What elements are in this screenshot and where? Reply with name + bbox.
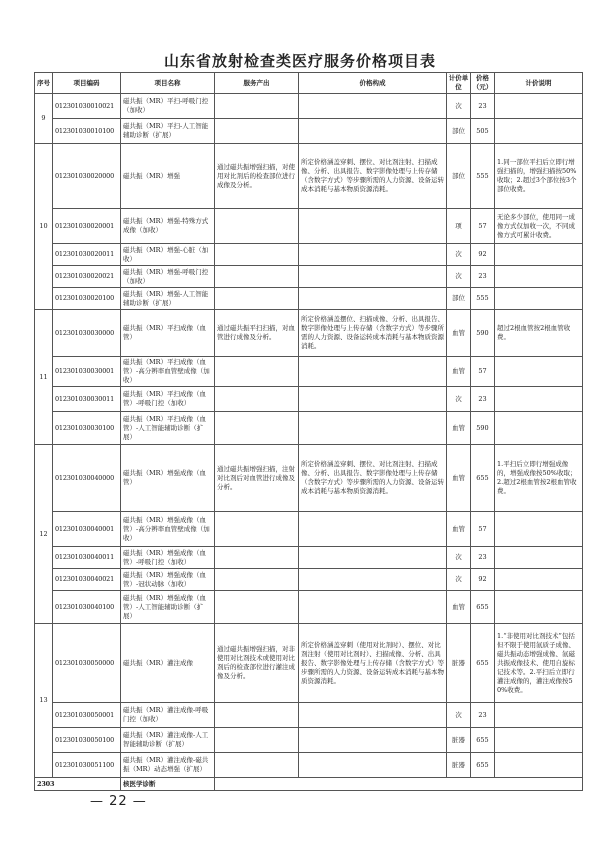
composition-cell: [299, 412, 447, 445]
unit-cell: 次: [447, 94, 471, 119]
price-cell: 655: [471, 591, 495, 624]
code-cell: 012301030040100: [53, 591, 121, 624]
name-cell: 磁共振（MR）增强成像（血管）-人工智能辅助诊断（扩展）: [121, 591, 215, 624]
price-cell: 23: [471, 703, 495, 728]
price-cell: 655: [471, 753, 495, 778]
name-cell: 磁共振（MR）平扫成像（血管）-呼吸门控（加收）: [121, 387, 215, 412]
note-cell: [495, 569, 583, 591]
page-title: 山东省放射检查类医疗服务价格项目表: [163, 52, 436, 70]
name-cell: 磁共振（MR）平扫成像（血管）-人工智能辅助诊断（扩展）: [121, 412, 215, 445]
note-cell: [495, 94, 583, 119]
unit-cell: 次: [447, 569, 471, 591]
note-cell: [495, 244, 583, 266]
code-cell: 012301030030000: [53, 310, 121, 357]
note-cell: 1.平扫后立即行增强成像的，增强成像按50%收取；2.超过2根血管按2根血管收费。: [495, 445, 583, 512]
header-unit: 计价单位: [447, 73, 471, 94]
table-row: [35, 244, 583, 266]
table-row: [35, 703, 583, 728]
price-cell: 23: [471, 387, 495, 412]
name-cell: 磁共振（MR）平扫成像（血管）: [121, 310, 215, 357]
table-row: [35, 387, 583, 412]
code-cell: 012301030020100: [53, 288, 121, 310]
composition-cell: [299, 288, 447, 310]
table-row: [35, 412, 583, 445]
composition-cell: [299, 569, 447, 591]
composition-cell: [299, 357, 447, 387]
seq-cell: 13: [35, 624, 53, 778]
code-cell: 012301030030001: [53, 357, 121, 387]
price-cell: 555: [471, 288, 495, 310]
output-cell: [215, 209, 299, 244]
composition-cell: [299, 591, 447, 624]
code-cell: 012301030020000: [53, 144, 121, 209]
unit-cell: 脏器: [447, 728, 471, 753]
header-seq: 序号: [35, 73, 53, 94]
composition-cell: [299, 94, 447, 119]
seq-cell: 9: [35, 94, 53, 144]
unit-cell: 脏器: [447, 624, 471, 703]
name-cell: 磁共振（MR）增强成像（血管）-冠状动脉（加收）: [121, 569, 215, 591]
unit-cell: 血管: [447, 591, 471, 624]
price-cell: 590: [471, 412, 495, 445]
code-cell: 012301030040021: [53, 569, 121, 591]
price-cell: 23: [471, 266, 495, 288]
note-cell: [495, 266, 583, 288]
price-cell: 655: [471, 728, 495, 753]
header-composition: 价格构成: [299, 73, 447, 94]
output-cell: 通过磁共振增强扫描，对使用对比剂后的检查部位进行成像及分析。: [215, 144, 299, 209]
code-cell: 012301030010021: [53, 94, 121, 119]
code-cell: 012301030050000: [53, 624, 121, 703]
output-cell: [215, 288, 299, 310]
table-row: [35, 266, 583, 288]
composition-cell: [299, 244, 447, 266]
code-cell: 012301030020021: [53, 266, 121, 288]
unit-cell: 血管: [447, 445, 471, 512]
table-row: [35, 144, 583, 209]
composition-cell: [299, 753, 447, 778]
header-note: 计价说明: [495, 73, 583, 94]
output-cell: [215, 266, 299, 288]
price-table: [34, 72, 583, 791]
note-cell: 1.“非使用对比剂技术”包括但不限于使用氙质子成像、磁共振动态增强成像、氙磁共振成像技术、使用自旋标记技术等。2.平扫后立即行灌注成像的，灌注成像按50%收费。: [495, 624, 583, 703]
name-cell: 磁共振（MR）增强-心脏（加收）: [121, 244, 215, 266]
unit-cell: 部位: [447, 144, 471, 209]
output-cell: [215, 412, 299, 445]
seq-cell: 11: [35, 310, 53, 445]
header-code: 项目编码: [53, 73, 121, 94]
composition-cell: [299, 119, 447, 144]
name-cell: 磁共振（MR）灌注成像-呼吸门控（加收）: [121, 703, 215, 728]
composition-cell: [299, 266, 447, 288]
code-cell: 012301030030100: [53, 412, 121, 445]
composition-cell: [299, 703, 447, 728]
note-cell: [495, 512, 583, 547]
table-row: [35, 94, 583, 119]
name-cell: 磁共振（MR）增强-特殊方式成像（加收）: [121, 209, 215, 244]
header-name: 项目名称: [121, 73, 215, 94]
table-body: [35, 94, 583, 791]
name-cell: 磁共振（MR）灌注成像-磁共振（MR）动态增强（扩展）: [121, 753, 215, 778]
name-cell: 磁共振（MR）增强成像（血管）: [121, 445, 215, 512]
table-row: [35, 624, 583, 703]
composition-cell: [299, 512, 447, 547]
table-row: [35, 357, 583, 387]
seq-cell: 10: [35, 144, 53, 310]
note-cell: [495, 387, 583, 412]
page-number: — 22 —: [90, 794, 147, 809]
note-cell: [495, 591, 583, 624]
table-row: [35, 547, 583, 569]
composition-cell: 所定价格涵盖穿刺、摆位、对比剂注射、扫描成像、分析、出具报告、数字影像处理与上传存储（含数字方式）等步骤所需的人力资源、设备运转成本消耗与基本物质资源消耗。: [299, 445, 447, 512]
output-cell: [215, 94, 299, 119]
composition-cell: 所定价格涵盖摆位、扫描成像、分析、出具报告、数字影像处理与上传存储（含数字方式）等步骤所需的人力资源、设备运转成本消耗与基本物质资源消耗。: [299, 310, 447, 357]
table-row: [35, 288, 583, 310]
output-cell: 通过磁共振平扫扫描，对血管进行成像及分析。: [215, 310, 299, 357]
unit-cell: 次: [447, 266, 471, 288]
code-cell: 012301030010100: [53, 119, 121, 144]
table-header-row: [35, 73, 583, 94]
unit-cell: 血管: [447, 412, 471, 445]
unit-cell: 次: [447, 244, 471, 266]
table-row: [35, 445, 583, 512]
note-cell: [495, 288, 583, 310]
price-cell: 92: [471, 569, 495, 591]
section-code-cell: 2303: [35, 778, 121, 791]
output-cell: [215, 703, 299, 728]
unit-cell: 部位: [447, 288, 471, 310]
price-cell: 57: [471, 209, 495, 244]
note-cell: [495, 119, 583, 144]
price-cell: 505: [471, 119, 495, 144]
unit-cell: 次: [447, 547, 471, 569]
unit-cell: 脏器: [447, 753, 471, 778]
name-cell: 磁共振（MR）平扫-人工智能辅助诊断（扩展）: [121, 119, 215, 144]
code-cell: 012301030040000: [53, 445, 121, 512]
name-cell: 磁共振（MR）灌注成像: [121, 624, 215, 703]
table-row: [35, 569, 583, 591]
name-cell: 磁共振（MR）增强成像（血管）-高分辨率血管壁成像（加收）: [121, 512, 215, 547]
price-cell: 655: [471, 624, 495, 703]
note-cell: [495, 547, 583, 569]
composition-cell: [299, 209, 447, 244]
price-cell: 23: [471, 547, 495, 569]
table-row: [35, 728, 583, 753]
price-cell: 590: [471, 310, 495, 357]
note-cell: [495, 703, 583, 728]
header-price: 价格（元）: [471, 73, 495, 94]
unit-cell: 血管: [447, 310, 471, 357]
price-cell: 555: [471, 144, 495, 209]
output-cell: [215, 728, 299, 753]
note-cell: [495, 357, 583, 387]
name-cell: 磁共振（MR）灌注成像-人工智能辅助诊断（扩展）: [121, 728, 215, 753]
section-row: [35, 778, 583, 791]
output-cell: [215, 569, 299, 591]
note-cell: [495, 753, 583, 778]
note-cell: 1.同一部位平扫后立即行增强扫描的，增强扫描按50%收取；2.超过3个部位按3个部位收费。: [495, 144, 583, 209]
name-cell: 磁共振（MR）增强-呼吸门控（加收）: [121, 266, 215, 288]
table-row: [35, 591, 583, 624]
name-cell: 磁共振（MR）增强成像（血管）-呼吸门控（加收）: [121, 547, 215, 569]
note-cell: 无论多少部位，使用同一成像方式仅加收一次，不同成像方式可累计收费。: [495, 209, 583, 244]
section-empty-cell: [215, 778, 583, 791]
output-cell: [215, 357, 299, 387]
code-cell: 012301030040011: [53, 547, 121, 569]
unit-cell: 血管: [447, 512, 471, 547]
composition-cell: [299, 387, 447, 412]
output-cell: 通过磁共振增强扫描，对非使用对比剂技术或使用对比剂后的检查部位进行灌注成像及分析。: [215, 624, 299, 703]
code-cell: 012301030050100: [53, 728, 121, 753]
output-cell: [215, 547, 299, 569]
table-row: [35, 119, 583, 144]
unit-cell: 项: [447, 209, 471, 244]
output-cell: 通过磁共振增强扫描，注射对比剂后对血管进行成像及分析。: [215, 445, 299, 512]
price-cell: 57: [471, 512, 495, 547]
output-cell: [215, 753, 299, 778]
code-cell: 012301030050001: [53, 703, 121, 728]
unit-cell: 血管: [447, 357, 471, 387]
section-name-cell: 核医学诊断: [121, 778, 215, 791]
price-cell: 655: [471, 445, 495, 512]
composition-cell: 所定价格涵盖穿刺（使用对比剂时）、摆位、对比剂注射（使用对比剂时）、扫描成像、分析、出具报告、数字影像处理与上传存储（含数字方式）等步骤所需的人力资源、设备运转成本消耗与基本物质资源消耗。: [299, 624, 447, 703]
price-cell: 23: [471, 94, 495, 119]
note-cell: 超过2根血管按2根血管收费。: [495, 310, 583, 357]
name-cell: 磁共振（MR）增强-人工智能辅助诊断（扩展）: [121, 288, 215, 310]
code-cell: 012301030040001: [53, 512, 121, 547]
name-cell: 磁共振（MR）平扫-呼吸门控（加收）: [121, 94, 215, 119]
code-cell: 012301030020001: [53, 209, 121, 244]
code-cell: 012301030020011: [53, 244, 121, 266]
table-row: [35, 310, 583, 357]
price-cell: 57: [471, 357, 495, 387]
note-cell: [495, 412, 583, 445]
output-cell: [215, 591, 299, 624]
unit-cell: 次: [447, 703, 471, 728]
name-cell: 磁共振（MR）平扫成像（血管）-高分辨率血管壁成像（加收）: [121, 357, 215, 387]
note-cell: [495, 728, 583, 753]
table-row: [35, 209, 583, 244]
composition-cell: [299, 547, 447, 569]
unit-cell: 部位: [447, 119, 471, 144]
code-cell: 012301030051100: [53, 753, 121, 778]
code-cell: 012301030030011: [53, 387, 121, 412]
table-row: [35, 512, 583, 547]
output-cell: [215, 512, 299, 547]
price-cell: 92: [471, 244, 495, 266]
header-output: 服务产出: [215, 73, 299, 94]
output-cell: [215, 387, 299, 412]
seq-cell: 12: [35, 445, 53, 624]
unit-cell: 次: [447, 387, 471, 412]
name-cell: 磁共振（MR）增强: [121, 144, 215, 209]
table-row: [35, 753, 583, 778]
composition-cell: 所定价格涵盖穿刺、摆位、对比剂注射、扫描成像、分析、出具报告、数字影像处理与上传存储（含数字方式）等步骤所需的人力资源、设备运转成本消耗与基本物质资源消耗。: [299, 144, 447, 209]
output-cell: [215, 244, 299, 266]
composition-cell: [299, 728, 447, 753]
output-cell: [215, 119, 299, 144]
